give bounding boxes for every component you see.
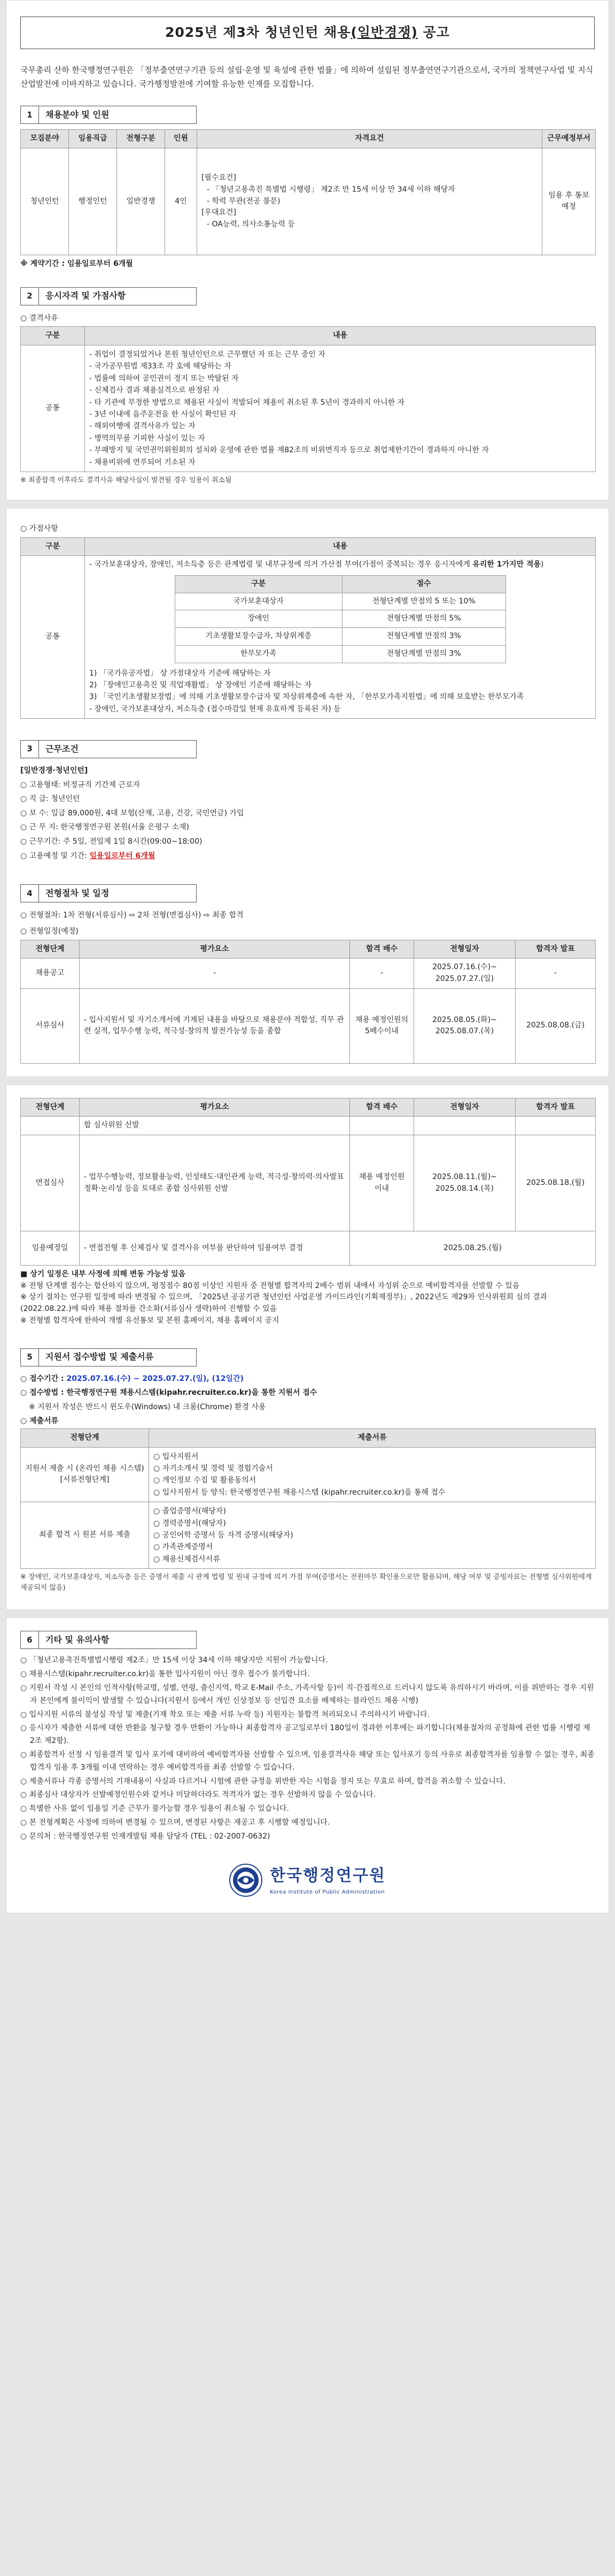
cell-stage: 서류심사 bbox=[21, 988, 80, 1063]
col-grade: 임용직급 bbox=[69, 130, 117, 148]
doc-item: ○ 채용신체검사서류 bbox=[153, 1554, 220, 1564]
application-period bbox=[20, 1372, 595, 1386]
schedule-note: ※ 전형별 합격자에 한하여 개별 유선통보 및 본원 홈페이지, 채용 홈페이지 공지 bbox=[20, 1316, 279, 1325]
cell-announce: 2025.08.08.(금) bbox=[516, 988, 596, 1063]
notice-item: ○ 최종심사 대상자가 선발예정인원수와 같거나 미달하더라도 적격자가 없는 경우 선발하지 않을 수 있습니다. bbox=[20, 1789, 595, 1802]
schedule-note: ※ 상기 절차는 연구원 일정에 따라 변경될 수 있으며, 「2025년 공공기관 청년인턴 사업운영 가이드라인(기획재정부)」, 2022년도 제29차 인사위원회 심의 결과(2022.08.22.)에 따라 채용 절차를 간소화(서류심사 생략)하여 진행할 수 있음 bbox=[20, 1293, 548, 1314]
section-4-header bbox=[20, 884, 197, 902]
col-announce: 합격자 발표 bbox=[516, 940, 596, 959]
doc-item: ○ 자기소개서 및 경력 및 경험기술서 bbox=[153, 1464, 273, 1473]
application-info bbox=[6, 1372, 609, 1428]
application-note: ※ 지원서 작성은 반드시 윈도우(Windows) 내 크롬(Chrome) 환경 사용 bbox=[29, 1402, 266, 1411]
schedule-table-1 bbox=[20, 940, 596, 1064]
period-label: ○ 고용예정 및 기간: bbox=[20, 851, 90, 860]
notice-item: ○ 응시자가 제출한 서류에 대한 반환을 청구할 경우 반환이 가능하나 최종합격자 공고일로부터 180일이 경과한 이후에는 파기합니다(채용절차의 공정화에 관한 법률 시행령 제2조 제2항). bbox=[20, 1722, 595, 1748]
col-eval: 평가요소 bbox=[80, 1098, 350, 1117]
list-item: - 국가공무원법 제33조 각 호에 해당하는 자 bbox=[89, 362, 231, 371]
title-suffix: 공고 bbox=[417, 25, 450, 40]
cell-date: 2025.08.05.(화)~ 2025.08.07.(목) bbox=[414, 988, 516, 1063]
cell-stage: 지원서 제출 시 (온라인 채용 시스템) [서류전형단계] bbox=[21, 1447, 149, 1502]
col-req: 자격요건 bbox=[197, 130, 542, 148]
req-line: [우대요건] bbox=[201, 208, 237, 217]
list-item: - 부패방지 및 국민권익위원회의 설치와 운영에 관한 법률 제82조의 비위면직자 등으로 취업제한기간이 경과하지 아니한 자 bbox=[89, 446, 489, 455]
period-highlight: 2025.07.16.(수) ~ 2025.07.27.(일), (12일간) bbox=[66, 1374, 244, 1383]
schedule-note: ■ 상기 일정은 내부 사정에 의해 변동 가능성 있음 bbox=[20, 1270, 186, 1279]
list-item: - 취업이 결정되었거나 본원 청년인턴으로 근무했던 자 또는 근무 중인 자 bbox=[89, 350, 325, 359]
doc-item: ○ 입사지원서 bbox=[153, 1452, 199, 1461]
cell-eval: - 업무수행능력, 정보활용능력, 인성태도·대인관계 능력, 적극성·창의력·의사발표 정확·논리성 등을 토대로 종합 심사위원 선발 bbox=[80, 1135, 350, 1231]
section-title: 응시자격 및 가점사항 bbox=[45, 290, 126, 301]
condition-item: ○ 고용형태: 비정규직 기간제 근로자 bbox=[20, 780, 141, 789]
bonus-intro bbox=[89, 559, 591, 571]
bonus-footnote: - 장애인, 국가보훈대상자, 저소득층 (접수마감일 현재 유효하게 등록된 자) 등 bbox=[89, 704, 341, 713]
schedule-notes bbox=[6, 1266, 609, 1326]
notice-card-2 bbox=[6, 508, 609, 1077]
cell-stage: 면접심사 bbox=[21, 1135, 80, 1231]
schedule-label: ○ 전형일정(예정) bbox=[20, 926, 79, 936]
cell-eval: - 면접전형 후 신체검사 및 결격사유 여부를 판단하여 임용여부 결정 bbox=[80, 1231, 350, 1266]
col-category: 구분 bbox=[21, 327, 85, 345]
cell-announce: - bbox=[516, 959, 596, 988]
notice-item: ○ 문의처 : 한국행정연구원 인재개발팀 채용 담당자 (TEL : 02-2007-0632) bbox=[20, 1831, 595, 1843]
cell-type: 일반경쟁 bbox=[117, 148, 165, 255]
condition-item: ○ 보 수: 일급 89,000원, 4대 보험(산재, 고용, 건강, 국민연금) 가입 bbox=[20, 808, 244, 818]
col-type: 전형구분 bbox=[117, 130, 165, 148]
intro-text: 국무총리 산하 한국행정연구원은 「정부출연연구기관 등의 설립·운영 및 육성에 관한 법률」에 의하여 설립된 정부출연연구기관으로서, 국가의 정책연구사업 및 지식산업발전에 이바지하고 있습니다. 국가행정발전에 기여할 유능한 인재를 모집합니다. bbox=[20, 65, 594, 89]
notice-card-4 bbox=[6, 1617, 609, 1913]
col-docs: 제출서류 bbox=[149, 1428, 596, 1447]
section-title: 근무조건 bbox=[45, 743, 79, 754]
doc-item: ○ 입사지원서 등 양식: 한국행정연구원 채용시스템 (kipahr.recruiter.co.kr)을 통해 접수 bbox=[153, 1488, 446, 1497]
list-item: - 법률에 의하여 공민권이 정지 또는 박탈된 자 bbox=[89, 374, 239, 383]
cell-eval-cont: 합 심사위원 선발 bbox=[80, 1117, 350, 1135]
period-highlight: 임용일로부터 6개월 bbox=[89, 851, 155, 860]
bonus-label: ○ 가점사항 bbox=[20, 524, 58, 533]
notice-card-3 bbox=[6, 1085, 609, 1611]
institute-name bbox=[270, 1864, 386, 1897]
condition-item: ○ 근 무 지: 한국행정연구원 본원(서울 은평구 소재) bbox=[20, 823, 189, 832]
notice-item: ○ 본 전형계획은 사정에 의하여 변경될 수 있으며, 변경된 사항은 재공고 후 시행할 예정입니다. bbox=[20, 1817, 595, 1829]
doc-item: ○ 개인정보 수집 및 활용동의서 bbox=[153, 1476, 256, 1485]
contract-note bbox=[6, 255, 609, 273]
notice-item: ○ 최종합격자 선정 시 임용결격 및 입사 포기에 대비하여 예비합격자를 선발할 수 있으며, 임용결격사유 해당 또는 입사포기 등의 사유로 최종합격자를 임용할 수 없는 경우, 최종합격자 임용 후 3개월 이내 연락하는 경우 예비합격자를 최종 선발할 수 있습니다. bbox=[20, 1749, 595, 1774]
list-item: - 해외여행에 결격사유가 있는 자 bbox=[89, 422, 196, 431]
col-eval: 평가요소 bbox=[80, 940, 350, 959]
notice-item: ○ 제출서류나 각종 증명서의 기재내용이 사실과 다르거나 시험에 관한 규정을 위반한 자는 시험을 정지 또는 무효로 하며, 합격을 취소할 수 있습니다. bbox=[20, 1776, 595, 1788]
docs-table bbox=[20, 1428, 596, 1569]
bonus-target: 기초생활보장수급자, 차상위계층 bbox=[175, 628, 342, 646]
notice-title bbox=[20, 17, 595, 49]
notice-item: ○ 지원서 작성 시 본인의 인적사항(학교명, 성별, 연령, 출신지역, 학교 E-Mail 주소, 가족사항 등)이 직·간접적으로 드러나지 않도록 유의하시기 바라며, 이를 위반하는 경우 지원자 본인에게 불이익이 발생할 수 있습니다(지원서 등에서 개인 신상정보 등 선입견 요소를 배제하는 블라인드 채용 시행) bbox=[20, 1682, 595, 1708]
cell-multiple: - bbox=[350, 959, 414, 988]
bonus-table bbox=[20, 537, 596, 719]
list-item: - 신체검사 결과 채용실격으로 판정된 자 bbox=[89, 386, 220, 395]
procedure-text: ○ 전형절차: 1차 전형(서류심사) ⇨ 2차 전형(면접심사) ⇨ 최종 합격 bbox=[20, 911, 244, 920]
bonus-score: 전형단계별 만점의 5% bbox=[342, 610, 505, 628]
cell-disqualifications bbox=[85, 345, 596, 472]
req-line: - OA능력, 의사소통능력 등 bbox=[207, 219, 295, 229]
institute-logo bbox=[6, 1850, 609, 1913]
bonus-target: 장애인 bbox=[175, 610, 342, 628]
cell-stage: 채용공고 bbox=[21, 959, 80, 988]
col-score: 점수 bbox=[342, 576, 505, 593]
cell-stage: 임용예정일 bbox=[21, 1231, 80, 1266]
section-number: 3 bbox=[21, 741, 39, 758]
disqualification-table bbox=[20, 326, 596, 472]
section-title: 지원서 접수방법 및 제출서류 bbox=[45, 1352, 154, 1362]
section-number: 2 bbox=[21, 288, 39, 305]
condition-item: ○ 직 급: 청년인턴 bbox=[20, 795, 80, 804]
section-number: 5 bbox=[21, 1349, 39, 1366]
bonus-footnote: 2) 「장애인고용촉진 및 직업재활법」 상 장애인 기준에 해당하는 자 bbox=[89, 680, 312, 689]
title-type: (일반경쟁) bbox=[351, 25, 418, 40]
schedule-table-2 bbox=[20, 1098, 596, 1266]
cell-docs bbox=[149, 1502, 596, 1569]
cell-bonus bbox=[85, 556, 596, 719]
list-item: - 3년 이내에 음주운전을 한 사실이 확인된 자 bbox=[89, 410, 237, 419]
docs-label: ○ 제출서류 bbox=[20, 1417, 59, 1426]
bonus-footnote: 3) 「국민기초생활보장법」에 의해 기초생활보장수급자 및 차상위계층에 속한 자, 「한부모가족지원법」에 의해 보호받는 한부모가족 bbox=[89, 693, 524, 702]
bonus-score-table bbox=[175, 575, 506, 663]
list-item: - 타 기관에 부정한 방법으로 채용된 사실이 적발되어 채용이 취소된 후 5년이 경과하지 아니한 자 bbox=[89, 398, 405, 407]
work-subtitle: [일반경쟁·청년인턴] bbox=[20, 766, 88, 775]
col-date: 전형일자 bbox=[414, 1098, 516, 1117]
col-date: 전형일자 bbox=[414, 940, 516, 959]
bonus-footnote: 1) 「국가유공자법」 상 가점대상자 기준에 해당하는 자 bbox=[89, 669, 271, 678]
cell-dept: 임용 후 통보 예정 bbox=[542, 148, 596, 255]
section-title: 전형절차 및 일정 bbox=[45, 888, 110, 898]
bonus-intro-end: ) bbox=[541, 560, 544, 569]
doc-item: ○ 공인어학 증명서 등 자격 증명서(해당자) bbox=[153, 1530, 293, 1540]
doc-item: ○ 경력증명서(해당자) bbox=[153, 1519, 226, 1528]
cell-eval: - 입사지원서 및 자기소개서에 기재된 내용을 바탕으로 채용분야 적합성, 직무 관련 실적, 업무수행 능력, 적극성·창의적 발전가능성 등을 종합 bbox=[80, 988, 350, 1063]
bonus-intro-bold: 유리한 1가지만 적용 bbox=[472, 560, 541, 569]
disqualification-note: ※ 최종합격 이후라도 결격사유 해당사실이 발견될 경우 임용이 취소됨 bbox=[20, 476, 232, 484]
bonus-intro-text: - 국가보훈대상자, 장애인, 저소득층 등은 관계법령 및 내부규정에 의거 가산점 부여(가점이 중복되는 경우 응시자에게 bbox=[89, 560, 473, 569]
notice-card-main bbox=[6, 0, 609, 500]
cell-eval: - bbox=[80, 959, 350, 988]
col-content: 내용 bbox=[85, 537, 596, 556]
institute-name-en: Korea Institute of Public Administration bbox=[270, 1889, 385, 1896]
col-stage: 전형단계 bbox=[21, 940, 80, 959]
cell-requirements bbox=[197, 148, 542, 255]
col-content: 내용 bbox=[85, 327, 596, 345]
condition-item: ○ 근무기간: 주 5일, 전일제 1일 8시간(09:00~18:00) bbox=[20, 837, 203, 846]
cell-date: 2025.08.11.(월)~ 2025.08.14.(목) bbox=[414, 1135, 516, 1231]
notice-item: ○ 「청년고용촉진특별법시행령 제2조」만 15세 이상 34세 이하 해당자만 지원이 가능합니다. bbox=[20, 1654, 595, 1667]
bonus-target: 한부모가족 bbox=[175, 645, 342, 663]
title-main: 2025년 제3차 청년인턴 채용 bbox=[165, 25, 351, 40]
application-method: ○ 접수방법 : 한국행정연구원 채용시스템(kipahr.recruiter.co.kr)을 통한 지원서 접수 bbox=[20, 1388, 317, 1397]
cell-announce: 2025.08.18.(월) bbox=[516, 1135, 596, 1231]
institute-emblem-icon bbox=[229, 1864, 262, 1897]
contract-note-text: ※ 계약기간 : 임용일로부터 6개월 bbox=[20, 259, 133, 268]
col-target: 구분 bbox=[175, 576, 342, 593]
cell-field: 청년인턴 bbox=[21, 148, 69, 255]
disqualification-label: ○ 결격사유 bbox=[20, 313, 58, 323]
col-field: 모집분야 bbox=[21, 130, 69, 148]
section-3-header bbox=[20, 740, 197, 758]
section-1-header bbox=[20, 106, 197, 124]
req-line: [필수요건] bbox=[201, 174, 237, 183]
cell-category: 공통 bbox=[21, 345, 85, 472]
bonus-score: 전형단계별 만점의 5 또는 10% bbox=[342, 593, 505, 610]
condition-item bbox=[20, 849, 595, 863]
cell-stage: 최종 합격 시 원본 서류 제출 bbox=[21, 1502, 149, 1569]
col-announce: 합격자 발표 bbox=[516, 1098, 596, 1117]
section-5-header bbox=[20, 1348, 197, 1366]
notice-item: ○ 채용시스템(kipahr.recruiter.co.kr)을 통한 입사지원이 아닌 경우 접수가 불가합니다. bbox=[20, 1668, 595, 1681]
section-number: 1 bbox=[21, 106, 39, 123]
recruit-table bbox=[20, 129, 596, 255]
notice-list bbox=[6, 1654, 609, 1849]
section-title: 채용분야 및 인원 bbox=[45, 109, 110, 120]
cell-multiple: 채용 예정인원의 5배수이내 bbox=[350, 988, 414, 1063]
cell-date: 2025.08.25.(월) bbox=[350, 1231, 596, 1266]
period-label: ○ 접수기간 : bbox=[20, 1374, 67, 1383]
doc-item: ○ 졸업증명서(해당자) bbox=[153, 1507, 226, 1516]
notice-item: ○ 입사지원 서류의 불성실 작성 및 제출(기재 착오 또는 제출 서류 누락 등) 지원자는 불합격 처리되오니 주의하시기 바랍니다. bbox=[20, 1709, 595, 1722]
col-count: 인원 bbox=[165, 130, 197, 148]
bonus-score: 전형단계별 만점의 3% bbox=[342, 628, 505, 646]
col-stage: 전형단계 bbox=[21, 1428, 149, 1447]
notice-item: ○ 특별한 사유 없이 임용일 기준 근무가 불가능할 경우 임용이 취소될 수 있습니다. bbox=[20, 1803, 595, 1816]
docs-note: ※ 장애인, 국가보훈대상자, 저소득층 등은 증명서 제출 시 관계 법령 및 원내 규정에 의거 가점 부여(증명서는 전원마무 확인용으로만 활용되며, 해당 여부 및 증빙자료는 전형별 심사위원에게 제공되지 않음) bbox=[20, 1573, 592, 1592]
work-conditions bbox=[6, 764, 609, 863]
col-multiple: 합격 배수 bbox=[350, 1098, 414, 1117]
col-stage: 전형단계 bbox=[21, 1098, 80, 1117]
institute-name-ko: 한국행정연구원 bbox=[270, 1866, 386, 1885]
col-category: 구분 bbox=[21, 537, 85, 556]
col-multiple: 합격 배수 bbox=[350, 940, 414, 959]
doc-item: ○ 가족관계증명서 bbox=[153, 1543, 213, 1552]
cell-count: 4인 bbox=[165, 148, 197, 255]
col-dept: 근무예정부서 bbox=[542, 130, 596, 148]
bonus-target: 국가보훈대상자 bbox=[175, 593, 342, 610]
section-number: 6 bbox=[21, 1631, 39, 1648]
section-title: 기타 및 유의사항 bbox=[45, 1634, 110, 1645]
cell-date: 2025.07.16.(수)~ 2025.07.27.(일) bbox=[414, 959, 516, 988]
cell-multiple: 채용 예정인원 이내 bbox=[350, 1135, 414, 1231]
section-2-header bbox=[20, 287, 197, 305]
section-number: 4 bbox=[21, 885, 39, 902]
list-item: - 채용비위에 연루되어 기소된 자 bbox=[89, 458, 196, 467]
cell-docs bbox=[149, 1447, 596, 1502]
req-line: - 「청년고용촉진 특별법 시행령」 제2조 만 15세 이상 만 34세 이하 해당자 bbox=[207, 185, 455, 194]
schedule-note: ※ 전형 단계별 점수는 합산하지 않으며, 평정점수 80점 이상인 지원자 중 전형별 합격자의 2배수 범위 내에서 자성위 순으로 예비합격자를 선발할 수 있음 bbox=[20, 1281, 520, 1290]
list-item: - 병역의무를 기피한 사실이 있는 자 bbox=[89, 434, 205, 443]
req-line: - 학력 무관(전공 불문) bbox=[207, 197, 281, 206]
section-6-header bbox=[20, 1631, 197, 1649]
cell-grade: 행정인턴 bbox=[69, 148, 117, 255]
cell-category: 공통 bbox=[21, 556, 85, 719]
bonus-score: 전형단계별 만점의 3% bbox=[342, 645, 505, 663]
